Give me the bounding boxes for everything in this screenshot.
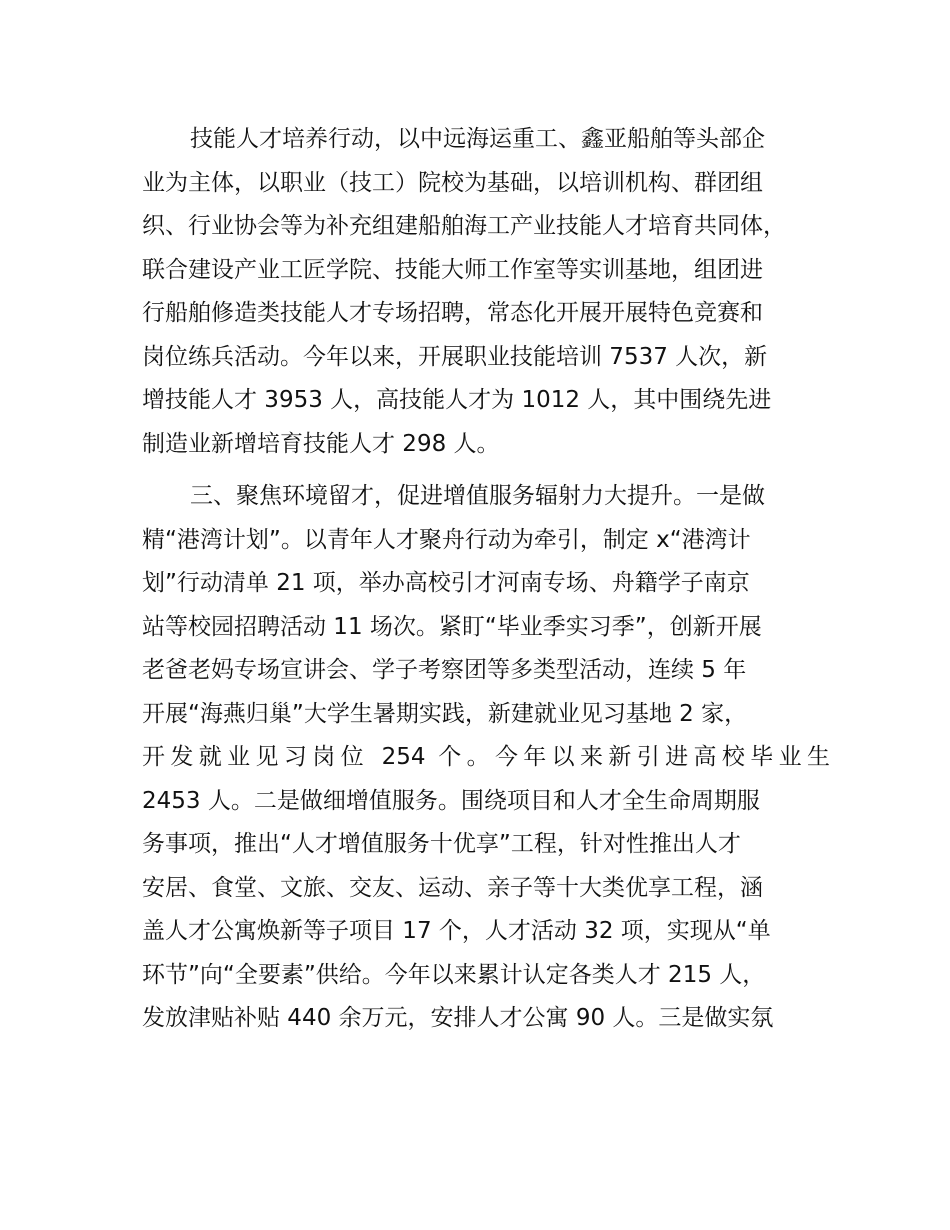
text-line: 岗位练兵活动。今年以来，开展职业技能培训 7537 人次，新 xyxy=(142,343,768,370)
text-line: 增技能人才 3953 人，高技能人才为 1012 人，其中围绕先进 xyxy=(142,387,772,413)
text-line: 安居、食堂、文旅、交友、运动、亲子等十大类优享工程，涵 xyxy=(142,874,763,901)
paragraph-skills-training xyxy=(142,118,830,466)
text-line: 发放津贴补贴 440 余万元，安排人才公寓 90 人。三是做实氛 xyxy=(142,1005,774,1031)
text-line: 制造业新增培育技能人才 298 人。 xyxy=(142,430,500,457)
text-line: 务事项，推出“人才增值服务十优享”工程，针对性推出人才 xyxy=(142,831,741,857)
text-line: 老爸老妈专场宣讲会、学子考察团等多类型活动，连续 5 年 xyxy=(142,657,747,683)
text-line: 技能人才培养行动，以中远海运重工、鑫亚船舶等头部企 xyxy=(190,126,765,152)
text-line: 开发就业见习岗位 254 个。今年以来新引进高校毕业生 xyxy=(142,744,830,770)
text-line: 业为主体，以职业（技工）院校为基础，以培训机构、群团组 xyxy=(142,169,763,196)
text-line: 环节”向“全要素”供给。今年以来累计认定各类人才 215 人， xyxy=(142,961,766,988)
paragraph-environment-talent xyxy=(142,475,830,1041)
paragraph-gap xyxy=(142,466,830,475)
text-line: 站等校园招聘活动 11 场次。紧盯“毕业季实习季”，创新开展 xyxy=(142,613,762,640)
text-line: 三、聚焦环境留才，促进增值服务辐射力大提升。一是做 xyxy=(190,483,765,509)
text-line: 2453 人。二是做细增值服务。围绕项目和人才全生命周期服 xyxy=(142,787,760,814)
text-line: 联合建设产业工匠学院、技能大师工作室等实训基地，组团进 xyxy=(142,256,763,283)
text-line: 行船舶修造类技能人才专场招聘，常态化开展开展特色竞赛和 xyxy=(142,300,763,326)
text-line: 织、行业协会等为补充组建船舶海工产业技能人才培育共同体， xyxy=(142,213,786,239)
document-body xyxy=(142,118,830,1041)
text-line: 划”行动清单 21 项，举办高校引才河南专场、舟籍学子南京 xyxy=(142,570,750,596)
text-line: 精“港湾计划”。以青年人才聚舟行动为牵引，制定 x“港湾计 xyxy=(142,526,751,553)
text-line: 开展“海燕归巢”大学生暑期实践，新建就业见习基地 2 家， xyxy=(142,700,748,727)
text-line: 盖人才公寓焕新等子项目 17 个，人才活动 32 项，实现从“单 xyxy=(142,918,771,944)
